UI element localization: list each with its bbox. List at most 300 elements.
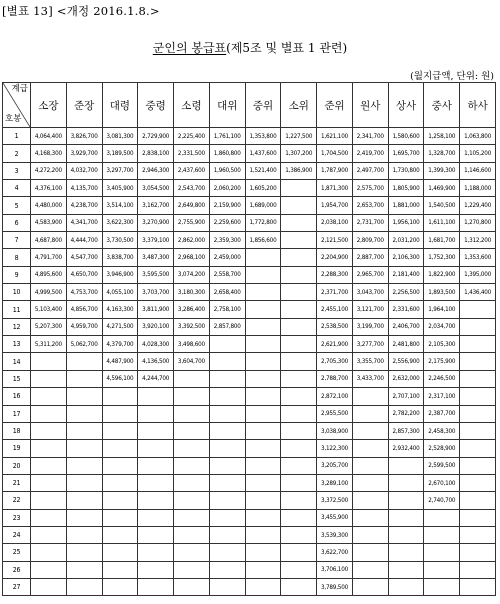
step-cell: 1 xyxy=(3,128,31,145)
pay-cell xyxy=(102,561,138,578)
pay-cell xyxy=(281,284,317,301)
step-cell: 24 xyxy=(3,526,31,543)
pay-cell xyxy=(281,422,317,439)
pay-cell: 1,730,800 xyxy=(388,162,424,179)
pay-cell: 2,707,100 xyxy=(388,388,424,405)
pay-cell: 1,856,600 xyxy=(245,232,281,249)
table-row xyxy=(3,492,496,509)
step-cell: 12 xyxy=(3,318,31,335)
pay-cell xyxy=(460,405,496,422)
pay-cell xyxy=(281,353,317,370)
pay-cell xyxy=(174,370,210,387)
pay-cell: 3,455,900 xyxy=(317,509,353,526)
pay-cell xyxy=(245,578,281,595)
pay-cell xyxy=(102,388,138,405)
table-row xyxy=(3,145,496,162)
pay-cell xyxy=(352,440,388,457)
pay-cell: 1,871,300 xyxy=(317,180,353,197)
pay-cell: 2,653,700 xyxy=(352,197,388,214)
pay-cell xyxy=(352,405,388,422)
pay-cell: 3,286,400 xyxy=(174,301,210,318)
pay-cell: 4,271,500 xyxy=(102,318,138,335)
pay-cell: 3,074,200 xyxy=(174,266,210,283)
pay-cell xyxy=(209,353,245,370)
pay-cell: 2,575,700 xyxy=(352,180,388,197)
pay-cell xyxy=(138,388,174,405)
pay-cell: 2,225,400 xyxy=(174,128,210,145)
pay-cell: 2,658,400 xyxy=(209,284,245,301)
pay-cell xyxy=(281,388,317,405)
pay-cell xyxy=(460,422,496,439)
pay-cell xyxy=(66,509,102,526)
pay-cell: 2,621,900 xyxy=(317,336,353,353)
pay-cell xyxy=(245,249,281,266)
pay-cell xyxy=(102,440,138,457)
pay-cell: 4,480,000 xyxy=(31,197,67,214)
pay-cell xyxy=(174,405,210,422)
pay-cell: 3,706,100 xyxy=(317,561,353,578)
pay-cell xyxy=(209,405,245,422)
pay-cell: 1,399,300 xyxy=(424,162,460,179)
pay-cell: 3,379,100 xyxy=(138,232,174,249)
step-cell: 26 xyxy=(3,561,31,578)
pay-cell: 3,372,500 xyxy=(317,492,353,509)
pay-cell: 3,205,700 xyxy=(317,457,353,474)
step-cell: 4 xyxy=(3,180,31,197)
pay-cell xyxy=(138,509,174,526)
pay-cell: 2,788,700 xyxy=(317,370,353,387)
pay-cell xyxy=(66,370,102,387)
pay-cell xyxy=(281,526,317,543)
pay-cell: 3,622,700 xyxy=(317,544,353,561)
pay-cell xyxy=(209,422,245,439)
pay-cell xyxy=(31,492,67,509)
pay-cell xyxy=(174,474,210,491)
pay-cell: 3,043,700 xyxy=(352,284,388,301)
rank-axis-label: 계급 xyxy=(11,84,28,94)
pay-cell xyxy=(352,561,388,578)
pay-cell xyxy=(66,561,102,578)
pay-cell xyxy=(174,578,210,595)
pay-cell xyxy=(31,405,67,422)
pay-cell: 2,038,100 xyxy=(317,214,353,231)
pay-cell: 1,328,700 xyxy=(424,145,460,162)
pay-cell: 2,857,300 xyxy=(388,422,424,439)
pay-cell: 3,405,900 xyxy=(102,180,138,197)
pay-cell xyxy=(174,440,210,457)
step-cell: 23 xyxy=(3,509,31,526)
pay-cell: 3,081,300 xyxy=(102,128,138,145)
pay-cell xyxy=(209,457,245,474)
pay-cell xyxy=(31,422,67,439)
pay-cell: 2,782,200 xyxy=(388,405,424,422)
table-row xyxy=(3,162,496,179)
step-cell: 14 xyxy=(3,353,31,370)
rank-header: 대위 xyxy=(209,83,245,128)
pay-cell: 4,064,400 xyxy=(31,128,67,145)
table-row xyxy=(3,197,496,214)
pay-cell xyxy=(460,492,496,509)
pay-cell xyxy=(352,544,388,561)
pay-cell: 1,893,500 xyxy=(424,284,460,301)
pay-cell: 1,063,800 xyxy=(460,128,496,145)
pay-cell: 2,932,400 xyxy=(388,440,424,457)
pay-cell: 3,946,900 xyxy=(102,266,138,283)
pay-cell xyxy=(31,370,67,387)
pay-cell xyxy=(245,440,281,457)
pay-cell xyxy=(174,422,210,439)
pay-cell: 2,181,400 xyxy=(388,266,424,283)
table-row xyxy=(3,526,496,543)
pay-cell: 4,753,700 xyxy=(66,284,102,301)
table-row xyxy=(3,353,496,370)
pay-cell: 1,881,000 xyxy=(388,197,424,214)
pay-cell xyxy=(245,353,281,370)
pay-cell: 1,188,000 xyxy=(460,180,496,197)
pay-cell xyxy=(424,561,460,578)
rank-header: 준장 xyxy=(66,83,102,128)
pay-cell xyxy=(245,526,281,543)
pay-cell: 1,105,200 xyxy=(460,145,496,162)
pay-cell xyxy=(174,544,210,561)
pay-cell: 1,695,700 xyxy=(388,145,424,162)
title-sub: (제5조 및 별표 1 관련) xyxy=(226,41,348,55)
pay-cell xyxy=(460,457,496,474)
pay-cell: 4,687,800 xyxy=(31,232,67,249)
pay-cell xyxy=(245,492,281,509)
pay-cell xyxy=(460,353,496,370)
pay-cell xyxy=(281,249,317,266)
rank-header: 소위 xyxy=(281,83,317,128)
pay-cell xyxy=(102,492,138,509)
pay-cell xyxy=(31,544,67,561)
pay-cell: 2,060,200 xyxy=(209,180,245,197)
pay-cell: 2,731,700 xyxy=(352,214,388,231)
pay-cell xyxy=(352,388,388,405)
pay-cell xyxy=(66,492,102,509)
pay-cell xyxy=(102,544,138,561)
pay-cell xyxy=(209,561,245,578)
rank-header: 소령 xyxy=(174,83,210,128)
pay-cell: 3,199,700 xyxy=(352,318,388,335)
pay-cell: 2,755,900 xyxy=(174,214,210,231)
pay-cell xyxy=(460,336,496,353)
pay-cell: 1,395,000 xyxy=(460,266,496,283)
step-cell: 11 xyxy=(3,301,31,318)
pay-cell: 3,121,700 xyxy=(352,301,388,318)
pay-cell xyxy=(66,422,102,439)
pay-cell: 1,437,600 xyxy=(245,145,281,162)
pay-cell xyxy=(31,526,67,543)
pay-cell xyxy=(174,526,210,543)
step-cell: 2 xyxy=(3,145,31,162)
pay-cell xyxy=(352,509,388,526)
pay-cell: 2,455,100 xyxy=(317,301,353,318)
pay-cell xyxy=(245,301,281,318)
pay-cell xyxy=(209,388,245,405)
step-cell: 5 xyxy=(3,197,31,214)
pay-cell xyxy=(281,197,317,214)
pay-cell: 3,289,100 xyxy=(317,474,353,491)
pay-cell: 1,258,100 xyxy=(424,128,460,145)
pay-cell: 2,729,900 xyxy=(138,128,174,145)
pay-cell: 3,604,700 xyxy=(174,353,210,370)
pay-cell xyxy=(460,526,496,543)
pay-cell: 2,031,200 xyxy=(388,232,424,249)
pay-cell xyxy=(460,509,496,526)
pay-cell xyxy=(138,544,174,561)
pay-cell: 2,331,500 xyxy=(174,145,210,162)
pay-cell: 2,670,100 xyxy=(424,474,460,491)
pay-cell xyxy=(174,509,210,526)
step-cell: 7 xyxy=(3,232,31,249)
pay-cell: 1,960,500 xyxy=(209,162,245,179)
pay-cell: 4,596,100 xyxy=(102,370,138,387)
pay-cell xyxy=(281,544,317,561)
pay-cell: 3,297,700 xyxy=(102,162,138,179)
pay-cell: 4,238,700 xyxy=(66,197,102,214)
pay-cell: 1,436,400 xyxy=(460,284,496,301)
pay-cell xyxy=(352,526,388,543)
step-cell: 17 xyxy=(3,405,31,422)
header-row xyxy=(3,83,496,128)
pay-cell: 1,540,500 xyxy=(424,197,460,214)
pay-cell: 4,791,700 xyxy=(31,249,67,266)
pay-cell xyxy=(174,561,210,578)
pay-cell xyxy=(102,526,138,543)
pay-cell: 3,514,100 xyxy=(102,197,138,214)
step-cell: 3 xyxy=(3,162,31,179)
pay-cell: 3,355,700 xyxy=(352,353,388,370)
step-cell: 18 xyxy=(3,422,31,439)
pay-cell xyxy=(102,422,138,439)
pay-cell: 1,805,900 xyxy=(388,180,424,197)
table-row xyxy=(3,561,496,578)
pay-cell: 4,032,700 xyxy=(66,162,102,179)
pay-cell xyxy=(281,318,317,335)
pay-cell: 1,353,600 xyxy=(460,249,496,266)
pay-cell xyxy=(245,266,281,283)
pay-cell xyxy=(31,457,67,474)
pay-cell xyxy=(460,370,496,387)
pay-cell: 1,704,500 xyxy=(317,145,353,162)
pay-cell xyxy=(66,578,102,595)
table-row xyxy=(3,457,496,474)
pay-cell: 2,528,900 xyxy=(424,440,460,457)
pay-cell: 3,595,500 xyxy=(138,266,174,283)
pay-cell xyxy=(66,405,102,422)
pay-table-body xyxy=(3,128,496,596)
pay-cell xyxy=(352,474,388,491)
pay-cell xyxy=(352,492,388,509)
pay-cell xyxy=(245,405,281,422)
pay-cell: 4,379,700 xyxy=(102,336,138,353)
table-row xyxy=(3,128,496,145)
table-row xyxy=(3,388,496,405)
pay-cell xyxy=(388,561,424,578)
pay-cell xyxy=(31,388,67,405)
pay-cell xyxy=(245,388,281,405)
pay-cell: 2,887,700 xyxy=(352,249,388,266)
page-title xyxy=(0,39,500,56)
pay-cell: 4,136,500 xyxy=(138,353,174,370)
pay-cell xyxy=(138,578,174,595)
pay-cell xyxy=(424,578,460,595)
document-header xyxy=(2,3,160,19)
table-row xyxy=(3,214,496,231)
pay-cell: 2,543,700 xyxy=(174,180,210,197)
pay-cell: 3,789,500 xyxy=(317,578,353,595)
pay-cell xyxy=(460,440,496,457)
pay-cell: 3,189,500 xyxy=(102,145,138,162)
pay-cell: 1,787,900 xyxy=(317,162,353,179)
pay-cell xyxy=(460,544,496,561)
pay-cell xyxy=(281,474,317,491)
pay-cell: 4,856,700 xyxy=(66,301,102,318)
pay-cell: 3,811,900 xyxy=(138,301,174,318)
pay-cell: 2,497,700 xyxy=(352,162,388,179)
pay-cell xyxy=(66,440,102,457)
pay-cell xyxy=(138,474,174,491)
pay-cell xyxy=(245,509,281,526)
pay-cell: 1,752,300 xyxy=(424,249,460,266)
pay-cell: 4,650,700 xyxy=(66,266,102,283)
pay-cell: 2,599,500 xyxy=(424,457,460,474)
rank-header: 소장 xyxy=(31,83,67,128)
step-cell: 21 xyxy=(3,474,31,491)
step-cell: 15 xyxy=(3,370,31,387)
pay-cell: 1,621,100 xyxy=(317,128,353,145)
pay-cell: 2,558,700 xyxy=(209,266,245,283)
table-row xyxy=(3,544,496,561)
pay-cell xyxy=(209,370,245,387)
step-cell: 6 xyxy=(3,214,31,231)
pay-cell xyxy=(352,422,388,439)
step-cell: 27 xyxy=(3,578,31,595)
pay-cell: 3,392,500 xyxy=(174,318,210,335)
pay-cell xyxy=(31,561,67,578)
pay-cell: 4,444,700 xyxy=(66,232,102,249)
pay-cell xyxy=(31,578,67,595)
pay-cell: 1,956,100 xyxy=(388,214,424,231)
pay-cell xyxy=(138,422,174,439)
pay-cell: 4,341,700 xyxy=(66,214,102,231)
pay-cell: 1,681,700 xyxy=(424,232,460,249)
pay-cell xyxy=(281,578,317,595)
pay-cell xyxy=(281,492,317,509)
table-row xyxy=(3,318,496,335)
pay-cell: 3,539,300 xyxy=(317,526,353,543)
step-cell: 9 xyxy=(3,266,31,283)
pay-cell xyxy=(245,544,281,561)
pay-cell xyxy=(66,526,102,543)
pay-cell: 2,034,700 xyxy=(424,318,460,335)
pay-cell: 4,487,900 xyxy=(102,353,138,370)
rank-header: 대령 xyxy=(102,83,138,128)
pay-cell xyxy=(209,544,245,561)
pay-cell: 3,270,900 xyxy=(138,214,174,231)
pay-cell xyxy=(102,509,138,526)
pay-cell xyxy=(209,440,245,457)
pay-cell xyxy=(281,180,317,197)
step-cell: 16 xyxy=(3,388,31,405)
pay-cell: 4,895,600 xyxy=(31,266,67,283)
pay-cell: 3,703,700 xyxy=(138,284,174,301)
pay-cell: 3,838,700 xyxy=(102,249,138,266)
pay-cell: 2,705,300 xyxy=(317,353,353,370)
pay-cell xyxy=(245,284,281,301)
pay-cell xyxy=(352,578,388,595)
pay-cell: 4,055,100 xyxy=(102,284,138,301)
pay-cell: 3,498,600 xyxy=(174,336,210,353)
pay-cell: 5,311,200 xyxy=(31,336,67,353)
pay-cell xyxy=(388,492,424,509)
pay-cell: 2,862,000 xyxy=(174,232,210,249)
table-row xyxy=(3,370,496,387)
pay-cell: 2,204,900 xyxy=(317,249,353,266)
revision-note: <개정 2016.1.8.> xyxy=(56,4,160,18)
pay-cell: 2,437,600 xyxy=(174,162,210,179)
pay-cell: 2,371,700 xyxy=(317,284,353,301)
pay-cell xyxy=(281,232,317,249)
rank-header: 준위 xyxy=(317,83,353,128)
pay-cell xyxy=(281,266,317,283)
table-row xyxy=(3,232,496,249)
step-cell: 22 xyxy=(3,492,31,509)
pay-cell xyxy=(209,526,245,543)
pay-cell xyxy=(66,474,102,491)
pay-cell: 2,288,300 xyxy=(317,266,353,283)
pay-cell: 2,331,600 xyxy=(388,301,424,318)
pay-cell xyxy=(66,353,102,370)
pay-cell: 2,459,000 xyxy=(209,249,245,266)
pay-cell xyxy=(138,526,174,543)
pay-cell xyxy=(102,474,138,491)
pay-cell xyxy=(388,526,424,543)
pay-cell xyxy=(245,561,281,578)
pay-cell: 2,359,300 xyxy=(209,232,245,249)
table-row xyxy=(3,578,496,595)
pay-cell: 2,259,600 xyxy=(209,214,245,231)
pay-cell: 2,872,100 xyxy=(317,388,353,405)
pay-cell: 1,772,800 xyxy=(245,214,281,231)
pay-cell xyxy=(424,509,460,526)
pay-cell: 1,954,700 xyxy=(317,197,353,214)
pay-cell: 1,689,000 xyxy=(245,197,281,214)
pay-cell: 2,740,700 xyxy=(424,492,460,509)
pay-cell: 2,419,700 xyxy=(352,145,388,162)
pay-cell: 2,387,700 xyxy=(424,405,460,422)
pay-cell xyxy=(460,301,496,318)
pay-cell xyxy=(388,509,424,526)
pay-cell xyxy=(209,474,245,491)
pay-cell: 1,353,800 xyxy=(245,128,281,145)
pay-cell xyxy=(102,578,138,595)
pay-cell: 2,809,700 xyxy=(352,232,388,249)
pay-cell: 4,135,700 xyxy=(66,180,102,197)
pay-cell: 1,860,800 xyxy=(209,145,245,162)
pay-cell xyxy=(66,388,102,405)
pay-cell: 2,649,800 xyxy=(174,197,210,214)
pay-cell xyxy=(281,561,317,578)
pay-cell: 1,386,900 xyxy=(281,162,317,179)
pay-cell: 2,968,100 xyxy=(174,249,210,266)
pay-cell: 3,622,300 xyxy=(102,214,138,231)
pay-cell: 2,458,300 xyxy=(424,422,460,439)
rank-header: 중사 xyxy=(424,83,460,128)
pay-cell: 5,103,400 xyxy=(31,301,67,318)
step-cell: 25 xyxy=(3,544,31,561)
